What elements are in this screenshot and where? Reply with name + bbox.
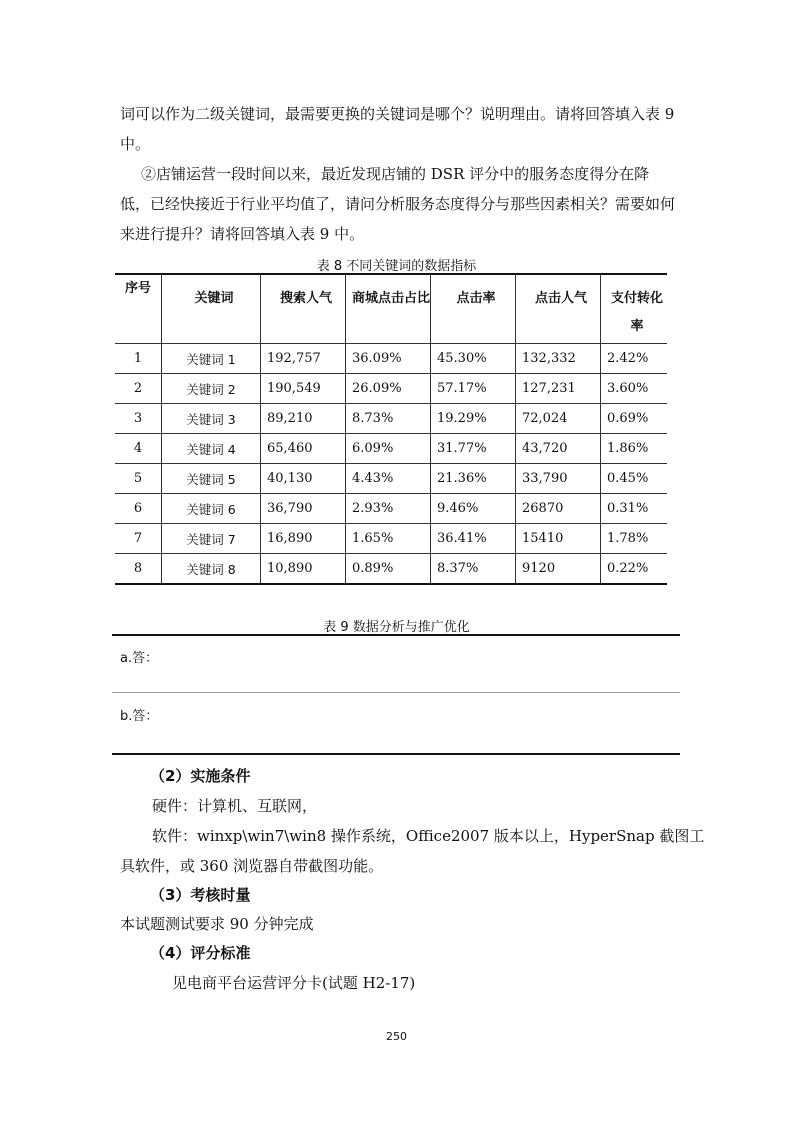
table-cell: 57.17% (431, 374, 516, 404)
page-number: 250 (386, 1030, 407, 1043)
table-cell: 192,757 (261, 344, 346, 374)
table-cell: 16,890 (261, 524, 346, 554)
answer-a-label: a.答： (120, 651, 159, 666)
table-cell: 43,720 (516, 434, 601, 464)
table-cell: 127,231 (516, 374, 601, 404)
table9-bottom-rule (112, 753, 680, 755)
column-header: 序号 (115, 274, 162, 344)
column-header: 点击人气 (516, 274, 601, 344)
software-text-line1: 软件：winxp\win7\win8 操作系统，Office2007 版本以上，HyperSnap 截图工 (152, 827, 705, 845)
table-cell: 40,130 (261, 464, 346, 494)
table-row (115, 434, 667, 464)
table-cell: 8.73% (346, 404, 431, 434)
hardware-text: 硬件：计算机、互联网， (152, 797, 318, 815)
table-cell: 6.09% (346, 434, 431, 464)
table-row (115, 524, 667, 554)
section-heading-duration: （3）考核时量 (150, 886, 251, 904)
table-cell: 1.78% (601, 524, 668, 554)
paragraph-question-2: ②店铺运营一段时间以来，最近发现店铺的 DSR 评分中的服务态度得分在降低，已经快接近于行业平均值了，请问分析服务态度得分与那些因素相关？需要如何来进行提升？请将回答填入表 9 中。 (120, 165, 676, 243)
table-row (115, 494, 667, 524)
table-cell: 关键词 2 (162, 374, 261, 404)
table-cell: 2.93% (346, 494, 431, 524)
table-cell: 65,460 (261, 434, 346, 464)
paragraph-question-1: 词可以作为二级关键词，最需要更换的关键词是哪个？说明理由。请将回答填入表 9 中。 (120, 105, 675, 153)
table-row (115, 554, 667, 585)
column-header: 支付转化率 (601, 274, 668, 344)
column-header: 点击率 (431, 274, 516, 344)
scoring-text: 见电商平台运营评分卡(试题 H2-17) (172, 974, 416, 992)
answer-b-label: b.答： (120, 709, 159, 724)
table-cell: 3 (115, 404, 162, 434)
table-row (115, 374, 667, 404)
table-cell: 关键词 7 (162, 524, 261, 554)
table-cell: 0.69% (601, 404, 668, 434)
software-text-line2: 具软件，或 360 浏览器自带截图功能。 (120, 857, 384, 875)
table-cell: 1 (115, 344, 162, 374)
table-cell: 190,549 (261, 374, 346, 404)
duration-text: 本试题测试要求 90 分钟完成 (120, 915, 314, 933)
table-cell: 36,790 (261, 494, 346, 524)
table-cell: 3.60% (601, 374, 668, 404)
table-cell: 关键词 6 (162, 494, 261, 524)
table-cell: 21.36% (431, 464, 516, 494)
table9-top-rule (112, 634, 680, 636)
table-cell: 0.45% (601, 464, 668, 494)
table-cell: 26870 (516, 494, 601, 524)
table-cell: 关键词 5 (162, 464, 261, 494)
section-heading-conditions: （2）实施条件 (150, 767, 251, 785)
table-cell: 关键词 8 (162, 554, 261, 585)
table-cell: 10,890 (261, 554, 346, 585)
table-cell: 72,024 (516, 404, 601, 434)
column-header: 关键词 (162, 274, 261, 344)
keyword-metrics-table (115, 273, 667, 585)
table-cell: 2.42% (601, 344, 668, 374)
table-cell: 15410 (516, 524, 601, 554)
column-header: 搜索人气 (261, 274, 346, 344)
table-row (115, 464, 667, 494)
table9-divider (112, 692, 680, 693)
table-cell: 4 (115, 434, 162, 464)
table-cell: 45.30% (431, 344, 516, 374)
table8-caption: 表 8 不同关键词的数据指标 (316, 259, 477, 274)
table-cell: 0.89% (346, 554, 431, 585)
table-cell: 36.41% (431, 524, 516, 554)
table-cell: 8.37% (431, 554, 516, 585)
table-cell: 关键词 4 (162, 434, 261, 464)
table-row (115, 344, 667, 374)
column-header: 商城点击占比 (346, 274, 431, 344)
table-cell: 8 (115, 554, 162, 585)
table-cell: 19.29% (431, 404, 516, 434)
table-cell: 33,790 (516, 464, 601, 494)
table-header-row (115, 274, 667, 344)
table-cell: 132,332 (516, 344, 601, 374)
table-cell: 6 (115, 494, 162, 524)
table-cell: 关键词 1 (162, 344, 261, 374)
table-cell: 7 (115, 524, 162, 554)
table-cell: 0.22% (601, 554, 668, 585)
table-cell: 2 (115, 374, 162, 404)
table-cell: 26.09% (346, 374, 431, 404)
table-cell: 31.77% (431, 434, 516, 464)
table-cell: 36.09% (346, 344, 431, 374)
table-cell: 4.43% (346, 464, 431, 494)
table-cell: 0.31% (601, 494, 668, 524)
table-cell: 9120 (516, 554, 601, 585)
table-cell: 1.86% (601, 434, 668, 464)
table-row (115, 404, 667, 434)
table9-caption: 表 9 数据分析与推广优化 (323, 620, 470, 635)
table-cell: 5 (115, 464, 162, 494)
section-heading-scoring: （4）评分标准 (150, 944, 251, 962)
table-cell: 关键词 3 (162, 404, 261, 434)
table-cell: 89,210 (261, 404, 346, 434)
table-cell: 1.65% (346, 524, 431, 554)
table-cell: 9.46% (431, 494, 516, 524)
